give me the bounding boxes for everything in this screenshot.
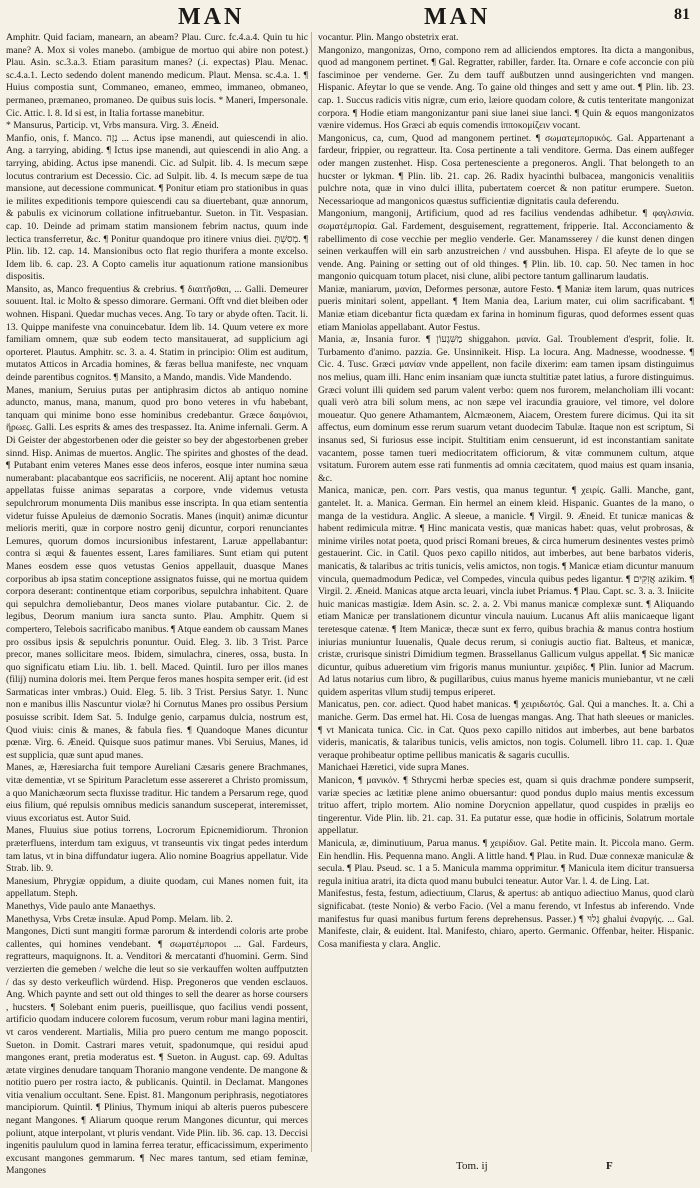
entry-text: * Mansurus, Particip. vt, Vrbs mansura. Virg. 3. Æneid. [6,120,219,132]
entry-text: Manethysa, Vrbs Cretæ insulæ. Apud Pomp. Melam. lib. 2. [6,913,233,925]
entry-text: Manichaei Hæretici, vide supra Manes. [318,762,469,774]
running-head-right: MAN [424,4,491,30]
entry-text: Manethys, Vide paulo ante Manaethys. [6,900,156,912]
entry-text: Mangones, Dicti sunt mangiti formæ parorum & interdendi coloris arte probe callentes, qui homines vendebant. ¶ σωματέμποροι ... Gal. Fardeurs, regratteurs, maquignons. It. a. Venditori & mercatanti d'huomini. Germ. Sind verzierten die gemeben / welche die leut so sie verkauffen wolten auffputzten / das sy desto verkeuflich würdend. Hisp. Pregoneros que venden esclauos. Ang. Which paynte and sett out old thinges to sell the dearer as horse coursers , hucsters. ¶ Solebant enim pueris, pueillisque, quo facilius vendi possent, artificio quodam inducere colorem fucosum, verum robur mani lagina mentiri, vt caros venderent. Martialis, Milia pro puero centum me mango poposcit. Sueton. in Domit. Castrari mares vetuit, spadonumque, qui residui apud mangones erant, pretia moderatus est. ¶ Sueton. in August. cap. 69. Adultas ætate virgines denudare tanquam Thoranio mangone vendente. De mangone & notitio puero per rostra iacto, & publicanis. Quintil. in Declamat. Mangones vitia venalium occultant. Sene. Epist. 81. Mangonum periphrasis, negotiatores mancipiorum. Quintil. ¶ Plinius, Thymum iniqui ab alteris pueros pubescere negant Mangones. ¶ Aliarum quoque rerum Mangones dicuntur, qui merces poliunt, atque interpolant, vt pluris vendant. Vide Plin. lib. 36. cap. 13. Deccisi ingenitis paululum quod in lamina ferrea teratur, efficacissimum, experimento excusant mangones gemmarum. ¶ Nec mares tantum, sed etiam feminæ, Mangones [6,926,308,1177]
entry-text: Mangonizo, mangonizas, Orno, compono rem ad alliciendos emptores. Ita dicta a mangonibus, quod ad mangonem pertinet. ¶ Gal. Regratter, rabiller, farder. Ita. Ornare e cofe acconcie con più fasciminoe per venderne. Ger. Zu dem tauff außbutzen unnd ausingerichten vnd mangen. Hispanic. Afeytar lo que se vende. Ang. To gaine old thinges and sett y ame out. ¶ Plin. lib. 23. cap. 1. Succus radicis vitis nigræ, cum erio, læiore quodam colore, & cutis tenteritate mangonizat corpora. ¶ Hodie etiam mangonizantur pani siue lanei siue lanci. ¶ Quin & equos mangonizatos vænire videmus. Hos Græci ab equis comendis ἱπποκομίζειν vocant. [318,44,694,132]
volume-label: Tom. ij [456,1160,488,1172]
entry-text: Maniæ, maniarum, μανίαι, Deformes personæ, autore Festo. ¶ Maniæ item larum, quas nutrices pueris minitari solent, appellant. ¶ Item Mania dea, Larium mater, cui olim sacrificabant. ¶ Maniæ etiam dicebantur ficta quædam ex farina in hominum figuras, quod deformes essent quas etiam Maniolas appellabant. Autor Festus. [318,283,694,333]
entry-text: Manicula, æ, diminutiuum, Parua manus. ¶ χειρίδιον. Gal. Petite main. It. Piccola mano. Germ. Ein hendlin. His. Pequenna mano. Angli. A little hand. ¶ Plau. in Rud. Duæ connexæ maniculæ & secula. ¶ Plau. Pseud. sc. 1 a 5. Manicula mamma opprimitur. ¶ Manicula item dicitur transuersa regula initiua aratri, ita dicta quod manu bubulci teneatur. Autor Var. l. 4. de Ling. Lat. [318,838,694,887]
entry-text: Mansito, as, Manco frequentius & crebrius. ¶ διαιτῆσθαι, ... Galli. Demeurer souuent. Ital. ic Molto & spesso dimorare. Germani. Offt vnd diet bleiben oder wohnen. Hispani. Quedar muchas veces. Ang. To tary or abyde often. Tacit. li. 13. Quippe manifeste vna conuincebatur. Idem lib. 14. Quum vetere ex more familiam omnem, quæ sub eodem tecto mansitauerat, ad supplicium agi oporteret. Plautus. Amphitr. sc. 3. a. 4. Statim in principio: Olim est auditum, mutatos Atticos in Arcadia homines, & færas bellua manifeste, nec vnquam deinde parentibus cognitos. ¶ Mansito, a Mando, mandis. Vide Mandendo. [6,283,308,384]
entry-text: Mangonium, mangonij, Artificium, quod ad res facilius vendendas adhibetur. ¶ φαγλσινία. σωματέμπορία. Gal. Fardement, desguisement, regrattement, fripperie. Ital. Acconciamento & rabellimento di cose vecchie per meglio venderle. Ger. Manamsserey / die kunst denen dingen seinen verkauffen will ein sarb anzustreichen / vnd aussbuhen. Hispa. El afeyte de lo que se vende. Ang. Paining or setting out of old thinges. ¶ Plin. lib. 10. cap. 50. Nec tamen in hoc mangonio quicquam totum placet, nisi clune, alibi pectore tantum gallinarum laudatis. [318,208,694,283]
running-head-left: MAN [178,4,245,30]
entry-text: Manfio, onis, f. Manco. נְזָה ... Actus ipse manendi, aut quiescendi in alio. Ang. a tarrying, abiding. ¶ Ictus ipse manendi, aut quiescendi in alio Ang. a tarrying, abiding. Actus ipse manendi. Cic. ad Sulpit. lib. 4. Is mecum sæpe locutus contrarium est Decessio. Cic. ad Sulpit. lib. 4. Is mecum sæpe de tua mansione, aut decessione communicat. ¶ Ponitur etiam pro stationibus in quas ie milites expeditionis tempore quiescendi cau sa diuertebant, quæ annorum, & pabulis ex vicinorum collatione infitruebantur. Sueton. in Tit. Vespasian. cap. 10. Deinde ad primam statim mansionem febrim nactus, quum inde lectica transferretur, &c. ¶ Ponitur quandoque pro itinere vnius diei. מְסִשְׁתָּ. ¶ Plin. lib. 12. cap. 14. Mansionibus octo flat regio thurifera a monte excelso. Idem lib. 6. cap. 23. A Copto camelis itur aquationum ratione mansionibus dispositis. [6,132,308,283]
column-divider [311,32,312,1152]
right-column [318,32,694,1152]
entry-text: Manes, æ, Hæresiarcha fuit tempore Aureliani Cæsaris genere Brachmanes, vitæ dementiæ, vt se Spiritum Paracletum esse assereret a Christo promissum, a quo Manichæorum secta fluxisse traditur. Hic tandem a Persarum rege, quod eius filium, qué repulsis omnibus medicis sanandum susceperat, interemisset, viuus excoriatus est. Autor Suid. [6,762,308,824]
page-footer [0,1160,700,1180]
left-column [6,32,308,1177]
entry-text: Amphitr. Quid faciam, manearn, an abeam? Plau. Curc. fc.4.a.4. Quin tu hic mane? A. Mox si voles manebo. (ambigue de mortuo qui abire non potest.) Plau. Asin. sc.3.a.3. Etiam parasitum manes? (.i. expectas) Plau. Menac. sc.4.a.1. Lecto sedendo dolent manendo medicum. Plaut. Mensa. sc.4.a. 1. ¶ Huius compostia sunt, Commaneo, emaneo, emmeo, immaneo, obmaneo, permaneo, præmaneo, promaneo. De quibus suis locis. * Maneri, Impersonale. Cic. Attic. l. 8. Id si est, in Italia fortasse manebitur. [6,32,308,119]
entry-text: Manes, Fluuius siue potius torrens, Locrorum Epicnemidiorum. Thronion præterfluens, interdum tam exiguus, vt transeuntis vix tingat pedes interdum tam latus, vt in bina diffundatur iugera. Alio nomine Boagrius appellatur. Vide Strab. lib. 9. [6,825,308,875]
entry-text: Manicatus, pen. cor. adiect. Quod habet manicas. ¶ χειριδωτός. Gal. Qui a manches. It. a. Chi a maniche. Germ. Das ermel hat. Hi. Cosa de luengas mangas. Ang. That hath sleeues or manicles. ¶ vt Manicata tunica. Cic. in Cat. Quos pexo capillo nitidos aut imberbes, aut bene barbatos videris, manicatis, & talaribus tunicis, velis amictos, non togis. Columell. libro 11. cap. 1. Quæ veraque prohibeatur optime pellibus manicatis & sagaris cucullis. [318,699,694,761]
entry-text: Manesium, Phrygiæ oppidum, a diuite quodam, cui Manes nomen fuit, ita appellatum. Steph. [6,875,308,900]
page-number: 81 [674,6,690,23]
entry-text: Manica, manicæ, pen. corr. Pars vestis, qua manus teguntur. ¶ χειρίς. Galli. Manche, gant, gantelet. It. a. Manica. German. Ein hermel an einem kleid. Hispanic. Guantes de la mano, o manga de la vestidura. Anglic. A sleeue, a manicle. ¶ Virgil. 9. Æneid. Et tunicæ manicas & habent redimicula mitræ. ¶ Hinc manicata vestis, quæ manicas habet: quas, velut probrosas, & minime viriles notat poeta, quod prisci Romani breues, & circa humerum desinentes vestes primò gestauerint. Cic. in Catil. Quos pexo capillo nitidos, aut imberbes, aut bene barbatos videris, manicatis, & talaribus ac tritis tunicis, velis amictos, non togis. ¶ Manicæ etiam dicuntur manuum vincula, quemadmodum Pedicæ, vel Compedes, vincula quibus pedes ligantur. ¶ אֲזִקִּים azikim. ¶ Virgil. 2. Æneid. Manicas atque arcta leuari, vincla iubet Priamus. ¶ Plau. Capt. sc. 3. a. 3. Iniicite huic manicas mastigiæ. Idem Asin. sc. 2. a. 2. Vbi manus manicæ complexæ sunt. ¶ Aliquando etiam Manicæ per translationem dicuntur vincula nauium. Lucanus Aft aliis manicaeque ligant teretesque catenæ. ¶ Item Manicæ, thecæ sunt ex ferro, quibus brachia & manus contra hostium iniurias muniuntur Iuuenalis, Quale decus rerum, si coniugis auctio fiat. Balteus, et manicæ, cristæ, crurisque sinistri Dimidium tegmen. Brassellanus Gallicum vulgus appellat. ¶ Sic manicæ dicuntur, quibus adueretium vim frigoris manus muniuntur. χειρίδες. ¶ Plin. Iunior ad Macrum. Ad latus notarius cum libro, & pugillaribus, cuius manus hyeme manicis muniebantur, vt ne cæli quidem asperitas vllum studij tempus eriperet. [318,485,695,698]
entry-text: Mangonicus, ca, cum, Quod ad mangonem pertinet. ¶ σωματεμπορικός. Gal. Appartenant a fardeur, frippier, ou regratteur. Ita. Cosa pertinente a tali venditore. Germa. Das einem außfeger oder mangen zustenhet. Hisp. Cosa pertenesciente a pregoneros. Angli. That belongeth to an hucster or lykman. ¶ Plin. lib. 21. cap. 26. Radix hyacinthi bulbacea, mangonicis venalitiis pulchre nota, quæ in vino dulci illita, pubertatem coercet & non patitur erumpere. Sueton. Necessarioque ad mangonicos quæstus sufficientiæ dignitatis caula deferendu. [318,132,694,207]
entry-text: Mania, æ, Insania furor. ¶ מַשִּׁגָעוֹן shiggahon. μανία. Gal. Troublement d'esprit, folie. It. Turbamento d'animo. pazzia. Ge. Unsinnikeit. Hisp. La locura. Ang. Madnesse, woodnesse. ¶ Cic. 4. Tusc. Græci μανίαν vnde appellent, non facile dixerim: eam tamen ipsam distinguimus nos melius, quam illi. Hanc enim insaniam quæ iuncta stultitiæ patet latius, a furore distinguimus. Græci volunt illi quidem sed parum valent verbo: quem nos furorem, melancholiam illi vocant: quali verò atra bili solum mens, ac non sæpe vel iracundia grauiore, vel timore, vel dolore moueatur. Quo genere Athamantem, Alcmæonem, Aiacem, Orestem furere dicimus. Qui ita sit affectus, eum dominum esse rerum suarum vetant duodecim Tabulæ. Itaque non est scriptum, Si insanus sed, Si furiosus esse incipit. Stultitiam enim censuerunt, id est inconstantiam sanitate vacantem, posse tamen tueri mediocritatem officiorum, & vitæ communem cultum, atque vsitatum. Furorem autem esse rati funmentis ad omnia cæcitatem, quod maius est quam insania, &c. [318,334,694,484]
entry-text: Manifestus, festa, festum, adiectiuum, Clarus, & apertus: ab antiquo adiectiuo Manus, quod clarù significabat. (teste Nonio) & verbo Facio. (Vel a manu ferendo, vt Infestus ab inferendo. Vnde manifestus fur quasi manibus furtum ferens deprehensus. Passer.) ¶ גָּלוּי ghalui ἐναργής. ... Gal. Manifeste, clair, & euident. Ital. Manifesto, chiaro, aperto. Germanic. Offenbar, heiter. Hispanic. Cosa manifiesta y clara. Anglic. [318,888,695,950]
signature-mark: F [606,1160,613,1172]
entry-text: Manes, manium, Seruius putas per antiphrasim dictos ab antiquo nomine aduncto, manus, mana, manum, quod pro bono veteres in vfu habebant, tanquam qui minime bono esse hominibus credebantur. Græce δαιμόνιοι, ἥρωες. Galli. Les esprits & ames des trespassez. Ita. Anime infernali. Germ. A Di Geister der abgestorbenen oder die geister so bey der abgestorbenen greber sinnd. Hisp. Animas de muertos. Anglic. The spirites and ghostes of the dead. ¶ Putabant enim veteres Manes esse deos inferos, eosque inter numina sæua numerabant: placabantque eos sacrificiis, ne nocerent. Alij aptant hoc nomine appellatas fuisse animas separatas a corpore, vnde videmus vetusta sepulchrorum monumenta Diis manibus esse inscripta. In qua etiam sententia videtur fuisse Apuleius de dæmonio Socratis. Manes (inquit) animæ dicuntur melioris meriti, quæ in corpore nostro genij dicuntur, corpori renunciantes Lemures, quorum domos incursionibus infestarent, Laruæ appellabantur: contra si æqui & fauentes essent, Lares familiares. Sunt etiam qui putent Manes eosdem esse quos vetustas Genios appellauit, duasque Manes corporibus ab ipsa statim conceptione assignatos fuisse, qui ne mortua quidem corpora deserant: continentque etiam corporibus, sepulchra inhabitent. Quare qui sepulchra demoliebantur, Deos manes violare putabantur. Cic. 2. de legibus, Deorum manium iura sancta sunto. Plau. Amphitr. Quem si compertero, Telebois sacrificabo manibus. ¶ Atque eandem ob caussam Manes pro ossibus ipsis & sepulchris ponuntur. Ouid. Eleg. 3. lib. 3 Trist. Parce precor, manes sollicitare meos. Ibidem, simulachra, cineres, ossa, busta. In quo significatu etiam Liu. lib. 1. bell. Maced. Quintil. Iuro per illos manes (filij) numina doloris mei. Item Perque feros manes hospita semper erit. (id est Sarmaticas inter vmbras.) Ouid. Eleg. 5. lib. 3 Trist. Persius Satyr. 1. Nunc non e manibus illis Nascuntur violæ? hi Cornutus Manes pro ossibus Persium posuisse scribit. Idem Sat. 5. Indulge genio, carpamus dulcia, nostrum est, Quod viuis: cinis & manes, & fabula fies. ¶ Quandoque Manes dicuntur pœnæ. Virg. 6. Æneid. Quisque suos patimur manes. Vbi Seruius, Manes, id est supplicia, quæ sunt apud manes. [6,384,308,761]
page-header [0,4,700,34]
entry-text: Manicon, ¶ μανικόν. ¶ Sthrycmi herbæ species est, quam si quis drachmæ pondere sumpserit, variæ species ac lætitiæ plene animo obuersantur: quod pondus duplo maius mentis excessum trituo affert, triplo mortem. Alio nomine Dorycnion appellatur, quod cuspides in prælijs eo tingerentur. Vide Plin. lib. 21. cap. 31. Ea putatur esse, quæ hodie in officinis, Solatrum mortale appellatur. [318,775,694,837]
entry-text: vocantur. Plin. Mango obstetrix erat. [318,32,459,43]
